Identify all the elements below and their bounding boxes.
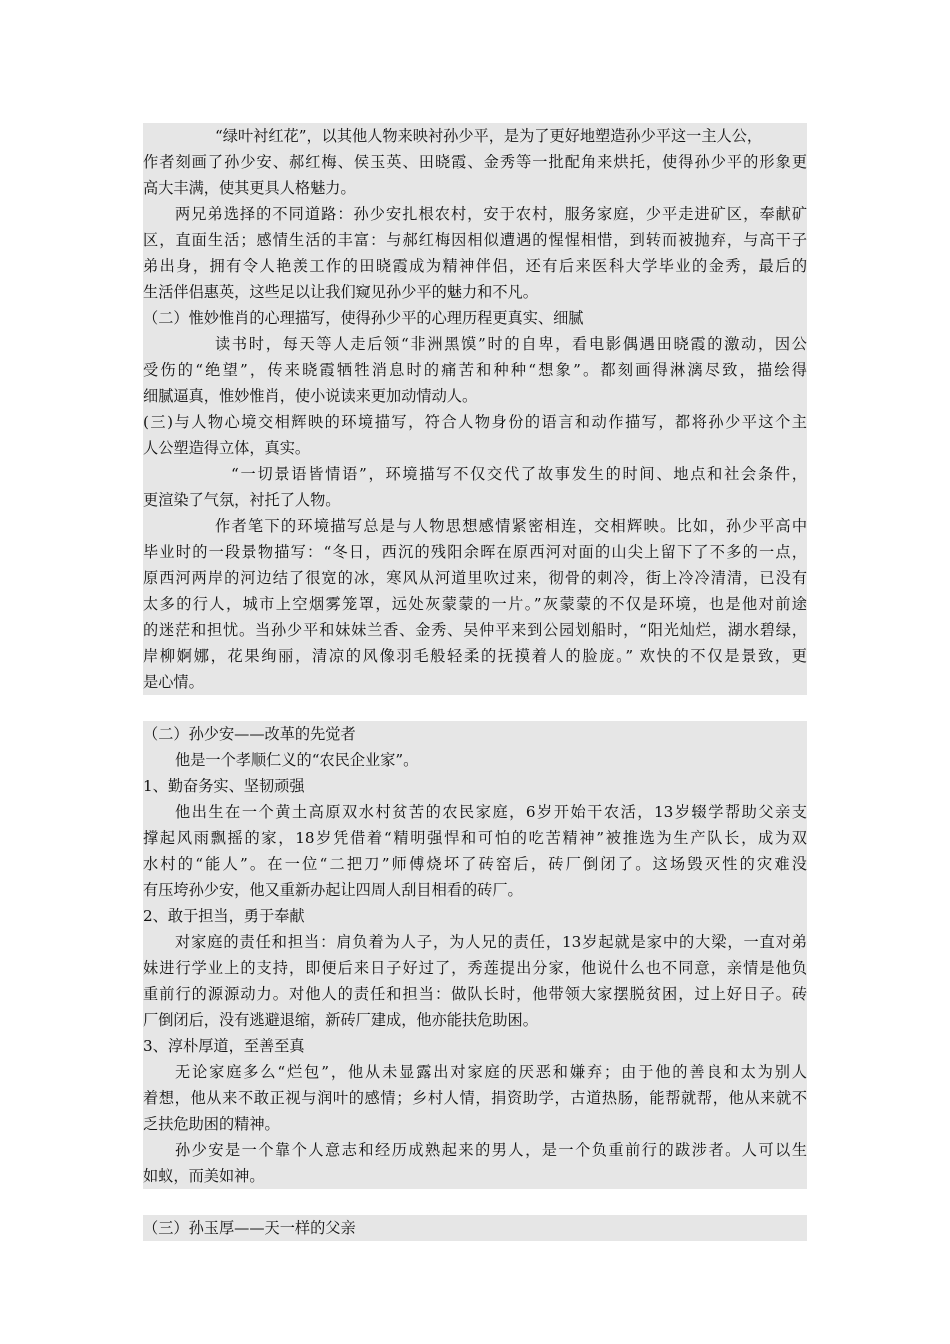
paragraph-line: 有压垮孙少安，他又重新办起让四周人刮目相看的砖厂。 bbox=[143, 881, 523, 899]
paragraph-line: 重前行的源源动力。对他人的责任和担当：做队长时，他带领大家摆脱贫困，过上好日子。砖 bbox=[143, 985, 807, 1003]
paragraph-line: 岸柳婀娜，花果绚丽，清凉的风像羽毛般轻柔的抚摸着人的脸庞。” 欢快的不仅是景致，更 bbox=[143, 647, 807, 665]
paragraph-line: 弟出身，拥有令人艳羡工作的田晓霞成为精神伴侣，还有后来医科大学毕业的金秀，最后的 bbox=[143, 257, 807, 275]
paragraph-line: 两兄弟选择的不同道路：孙少安扎根农村，安于农村，服务家庭，少平走进矿区，奉献矿 bbox=[175, 205, 807, 223]
paragraph-line: 作者笔下的环境描写总是与人物思想感情紧密相连，交相辉映。比如，孙少平高中 bbox=[215, 517, 807, 535]
paragraph-line: 毕业时的一段景物描写：“冬日，西沉的残阳余晖在原西河对面的山尖上留下了不多的一点， bbox=[143, 543, 807, 561]
paragraph-line: 妹进行学业上的支持，即便后来日子好过了，秀莲提出分家，他说什么也不同意，亲情是他负 bbox=[143, 959, 807, 977]
paragraph-line: 无论家庭多么“烂包”，他从未显露出对家庭的厌恶和嫌弃；由于他的善良和太为别人 bbox=[175, 1063, 807, 1081]
paragraph-line: 原西河两岸的河边结了很宽的冰，寒风从河道里吹过来，彻骨的刺冷，街上冷冷清清，已没有 bbox=[143, 569, 807, 587]
paragraph-line: 读书时，每天等人走后领“非洲黑馍”时的自卑，看电影偶遇田晓霞的激动，因公 bbox=[215, 335, 807, 353]
paragraph-line: 是心情。 bbox=[143, 673, 204, 691]
section-heading: 人公塑造得立体，真实。 bbox=[143, 439, 311, 457]
section-heading: (三)与人物心境交相辉映的环境描写，符合人物身份的语言和动作描写，都将孙少平这个主 bbox=[143, 413, 807, 431]
section-heading: （三）孙玉厚——天一样的父亲 bbox=[143, 1219, 356, 1237]
paragraph-line: 厂倒闭后，没有逃避退缩，新砖厂建成，他亦能扶危助困。 bbox=[143, 1011, 538, 1029]
paragraph-line: 区，直面生活；感情生活的丰富：与郝红梅因相似遭遇的惺惺相惜，到转而被抛弃，与高干子 bbox=[143, 231, 807, 249]
subsection-heading: 3、淳朴厚道，至善至真 bbox=[143, 1037, 305, 1055]
paragraph-line: 高大丰满，使其更具人格魅力。 bbox=[143, 179, 356, 197]
paragraph-line: 他是一个孝顺仁义的“农民企业家”。 bbox=[175, 751, 419, 769]
blank-line bbox=[143, 695, 807, 721]
paragraph-line: 水村的“能人”。在一位“二把刀”师傅烧坏了砖窑后，砖厂倒闭了。这场毁灭性的灾难没 bbox=[143, 855, 807, 873]
section-heading: （二）惟妙惟肖的心理描写，使得孙少平的心理历程更真实、细腻 bbox=[143, 309, 584, 327]
paragraph-line: 撑起风雨飘摇的家，18岁凭借着“精明强悍和可怕的吃苦精神”被推选为生产队长，成为双 bbox=[143, 829, 807, 847]
paragraph-line: 更渲染了气氛，衬托了人物。 bbox=[143, 491, 341, 509]
paragraph-line: 太多的行人，城市上空烟雾笼罩，远处灰蒙蒙的一片。”灰蒙蒙的不仅是环境，也是他对前途 bbox=[143, 595, 807, 613]
subsection-heading: 2、敢于担当，勇于奉献 bbox=[143, 907, 305, 925]
blank-line bbox=[143, 1189, 807, 1215]
paragraph-line: 生活伴侣惠英，这些足以让我们窥见孙少平的魅力和不凡。 bbox=[143, 283, 538, 301]
paragraph-line: 对家庭的责任和担当：肩负着为人子，为人兄的责任，13岁起就是家中的大梁，一直对弟 bbox=[175, 933, 807, 951]
paragraph-line: 如蚁，而美如神。 bbox=[143, 1167, 265, 1185]
paragraph-line: 细腻逼真，惟妙惟肖，使小说读来更加动情动人。 bbox=[143, 387, 478, 405]
section-heading: （二）孙少安——改革的先觉者 bbox=[143, 725, 356, 743]
paragraph-line: 受伤的“绝望”，传来晓霞牺牲消息时的痛苦和种种“想象”。都刻画得淋漓尽致，描绘得 bbox=[143, 361, 807, 379]
subsection-heading: 1、勤奋务实、坚韧顽强 bbox=[143, 777, 305, 795]
paragraph-line: “绿叶衬红花”，以其他人物来映衬孙少平，是为了更好地塑造孙少平这一主人公， bbox=[215, 127, 763, 145]
document-body bbox=[143, 123, 807, 1241]
paragraph-line: 着想，他从来不敢正视与润叶的感情；乡村人情，捐资助学，古道热肠，能帮就帮，他从来就不 bbox=[143, 1089, 807, 1107]
paragraph-line: 孙少安是一个靠个人意志和经历成熟起来的男人，是一个负重前行的跋涉者。人可以生 bbox=[175, 1141, 807, 1159]
paragraph-line: “一切景语皆情语”，环境描写不仅交代了故事发生的时间、地点和社会条件， bbox=[231, 465, 807, 483]
paragraph-line: 作者刻画了孙少安、郝红梅、侯玉英、田晓霞、金秀等一批配角来烘托，使得孙少平的形象更 bbox=[143, 153, 807, 171]
paragraph-line: 乏扶危助困的精神。 bbox=[143, 1115, 280, 1133]
paragraph-line: 的迷茫和担忧。当孙少平和妹妹兰香、金秀、吴仲平来到公园划船时，“阳光灿烂，湖水碧绿， bbox=[143, 621, 807, 639]
paragraph-line: 他出生在一个黄土高原双水村贫苦的农民家庭，6岁开始干农活，13岁辍学帮助父亲支 bbox=[175, 803, 807, 821]
